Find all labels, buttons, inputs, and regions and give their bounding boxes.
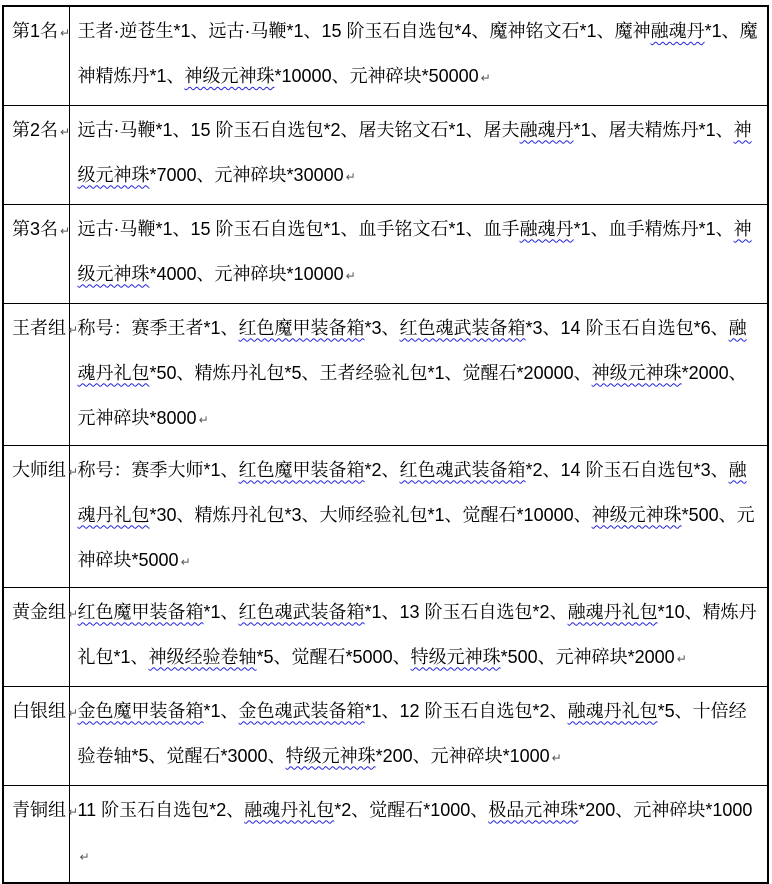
flagged-term: 金色魔甲装备箱 bbox=[77, 700, 204, 721]
rank-label-cell bbox=[3, 686, 79, 785]
reward-text: *7000、元神碎块*30000 bbox=[149, 164, 344, 185]
flagged-term: 融魂丹礼包 bbox=[77, 317, 747, 383]
flagged-term: 红色魔甲装备箱 bbox=[238, 317, 365, 338]
flagged-term: 特级元神珠 bbox=[285, 745, 376, 766]
reward-text: *2、觉醒石*1000、 bbox=[334, 799, 489, 820]
reward-text: *1、 bbox=[203, 700, 239, 721]
reward-text: *1、 bbox=[203, 601, 239, 622]
reward-text: *1、魔神精炼丹*1、 bbox=[77, 21, 758, 86]
flagged-term: 融魂丹礼包 bbox=[567, 601, 658, 622]
flagged-term: 极品元神珠 bbox=[488, 799, 579, 820]
table-row bbox=[3, 445, 768, 587]
rewards-cell bbox=[69, 445, 768, 587]
flagged-term: 红色魂武装备箱 bbox=[399, 317, 526, 338]
reward-text: *500、元神碎块*2000 bbox=[500, 646, 675, 667]
flagged-term: 神级元神珠 bbox=[591, 362, 682, 383]
rewards-table-body bbox=[3, 6, 768, 883]
reward-text: *50、精炼丹礼包*5、王者经验礼包*1、觉醒石*20000、 bbox=[149, 362, 592, 383]
paragraph-mark: ↵ bbox=[68, 322, 79, 337]
flagged-term: 红色魂武装备箱 bbox=[399, 459, 526, 480]
flagged-term: 融魂丹 bbox=[519, 119, 574, 140]
table-row bbox=[3, 587, 768, 686]
paragraph-mark: ↵ bbox=[676, 651, 687, 666]
flagged-term: 神级经验卷轴 bbox=[148, 646, 257, 667]
reward-text: *5、觉醒石*5000、 bbox=[256, 646, 411, 667]
flagged-term: 红色魂武装备箱 bbox=[238, 601, 365, 622]
reward-text: *2000、元神碎块*8000 bbox=[77, 362, 747, 428]
flagged-term: 融魂丹 bbox=[650, 21, 705, 41]
reward-text: *200、元神碎块*1000 bbox=[375, 745, 550, 766]
table-row bbox=[3, 686, 768, 785]
reward-text: 王者·逆苍生*1、远古·马鞭*1、15 阶玉石自选包*4、魔神铭文石*1、魔神 bbox=[77, 21, 651, 41]
reward-text: *2、14 阶玉石自选包*3、 bbox=[525, 459, 729, 480]
reward-text: *3、14 阶玉石自选包*6、 bbox=[525, 317, 729, 338]
reward-text: *30、精炼丹礼包*3、大师经验礼包*1、觉醒石*10000、 bbox=[149, 504, 592, 525]
rank-label: 王者组 bbox=[12, 317, 66, 338]
flagged-term: 红色魔甲装备箱 bbox=[238, 459, 365, 480]
rank-label: 青铜组 bbox=[12, 799, 66, 820]
paragraph-mark: ↵ bbox=[60, 223, 71, 238]
reward-text: *3、 bbox=[364, 317, 400, 338]
rank-label: 第1名 bbox=[12, 21, 59, 41]
paragraph-mark: ↵ bbox=[345, 268, 356, 283]
paragraph-mark: ↵ bbox=[551, 750, 562, 765]
paragraph-mark: ↵ bbox=[68, 606, 79, 621]
flagged-term: 红色魔甲装备箱 bbox=[77, 601, 204, 622]
rank-label-cell bbox=[3, 587, 79, 686]
rewards-cell bbox=[69, 6, 768, 105]
table-row bbox=[3, 105, 768, 204]
paragraph-mark: ↵ bbox=[480, 71, 491, 85]
reward-text: *1、13 阶玉石自选包*2、 bbox=[364, 601, 568, 622]
flagged-term: 融魂丹礼包 bbox=[567, 700, 658, 721]
paragraph-mark: ↵ bbox=[180, 554, 191, 569]
reward-text: *4000、元神碎块*10000 bbox=[149, 263, 344, 284]
flagged-term: 融魂丹礼包 bbox=[244, 799, 335, 820]
reward-text: 远古·马鞭*1、15 阶玉石自选包*2、屠夫铭文石*1、屠夫 bbox=[77, 119, 520, 140]
rewards-table bbox=[2, 5, 769, 884]
reward-text: *10、精炼丹礼包*1、 bbox=[77, 601, 757, 667]
rank-label: 白银组 bbox=[12, 700, 66, 721]
paragraph-mark: ↵ bbox=[68, 804, 79, 819]
reward-text: *1、屠夫精炼丹*1、 bbox=[573, 119, 734, 140]
paragraph-mark: ↵ bbox=[79, 849, 90, 864]
rank-label-cell bbox=[3, 303, 79, 445]
reward-text: *5、十倍经验卷轴*5、觉醒石*3000、 bbox=[77, 700, 747, 766]
flagged-term: 神级元神珠 bbox=[77, 119, 752, 185]
table-row bbox=[3, 785, 768, 883]
reward-text: *500、元神碎块*5000 bbox=[77, 504, 755, 570]
reward-text: 称号：赛季王者*1、 bbox=[77, 317, 239, 338]
reward-text: 称号：赛季大师*1、 bbox=[77, 459, 239, 480]
rank-label-cell bbox=[3, 785, 79, 883]
flagged-term: 神级元神珠 bbox=[77, 218, 752, 284]
reward-text: *1、血手精炼丹*1、 bbox=[573, 218, 734, 239]
reward-text: *200、元神碎块*1000 bbox=[578, 799, 753, 820]
rewards-cell bbox=[69, 105, 768, 204]
table-row bbox=[3, 204, 768, 303]
rank-label-cell bbox=[3, 445, 79, 587]
flagged-term: 融魂丹 bbox=[519, 218, 574, 239]
paragraph-mark: ↵ bbox=[68, 705, 79, 720]
rank-label-cell bbox=[3, 105, 69, 204]
reward-text: 远古·马鞭*1、15 阶玉石自选包*1、血手铭文石*1、血手 bbox=[77, 218, 520, 239]
table-row bbox=[3, 303, 768, 445]
paragraph-mark: ↵ bbox=[60, 124, 71, 139]
rewards-cell bbox=[69, 303, 768, 445]
paragraph-mark: ↵ bbox=[198, 412, 209, 427]
flagged-term: 特级元神珠 bbox=[410, 646, 501, 667]
rewards-cell bbox=[69, 686, 768, 785]
paragraph-mark: ↵ bbox=[60, 26, 71, 40]
flagged-term: 神级元神珠 bbox=[591, 504, 682, 525]
reward-text: *10000、元神碎块*50000 bbox=[274, 66, 479, 86]
rewards-cell bbox=[69, 785, 768, 883]
flagged-term: 金色魂武装备箱 bbox=[238, 700, 365, 721]
rank-label: 第3名 bbox=[12, 218, 59, 239]
reward-text: *1、12 阶玉石自选包*2、 bbox=[364, 700, 568, 721]
rank-label-cell bbox=[3, 204, 69, 303]
paragraph-mark: ↵ bbox=[68, 464, 79, 479]
flagged-term: 融魂丹礼包 bbox=[77, 459, 747, 525]
paragraph-mark: ↵ bbox=[345, 169, 356, 184]
rank-label-cell bbox=[3, 6, 69, 105]
rank-label: 黄金组 bbox=[12, 601, 66, 622]
reward-text: 11 阶玉石自选包*2、 bbox=[77, 799, 245, 820]
rewards-cell bbox=[69, 587, 768, 686]
reward-text: *2、 bbox=[364, 459, 400, 480]
flagged-term: 神级元神珠 bbox=[184, 66, 275, 86]
table-row bbox=[3, 6, 768, 105]
rank-label: 第2名 bbox=[12, 119, 59, 140]
rewards-cell bbox=[69, 204, 768, 303]
rank-label: 大师组 bbox=[12, 459, 66, 480]
